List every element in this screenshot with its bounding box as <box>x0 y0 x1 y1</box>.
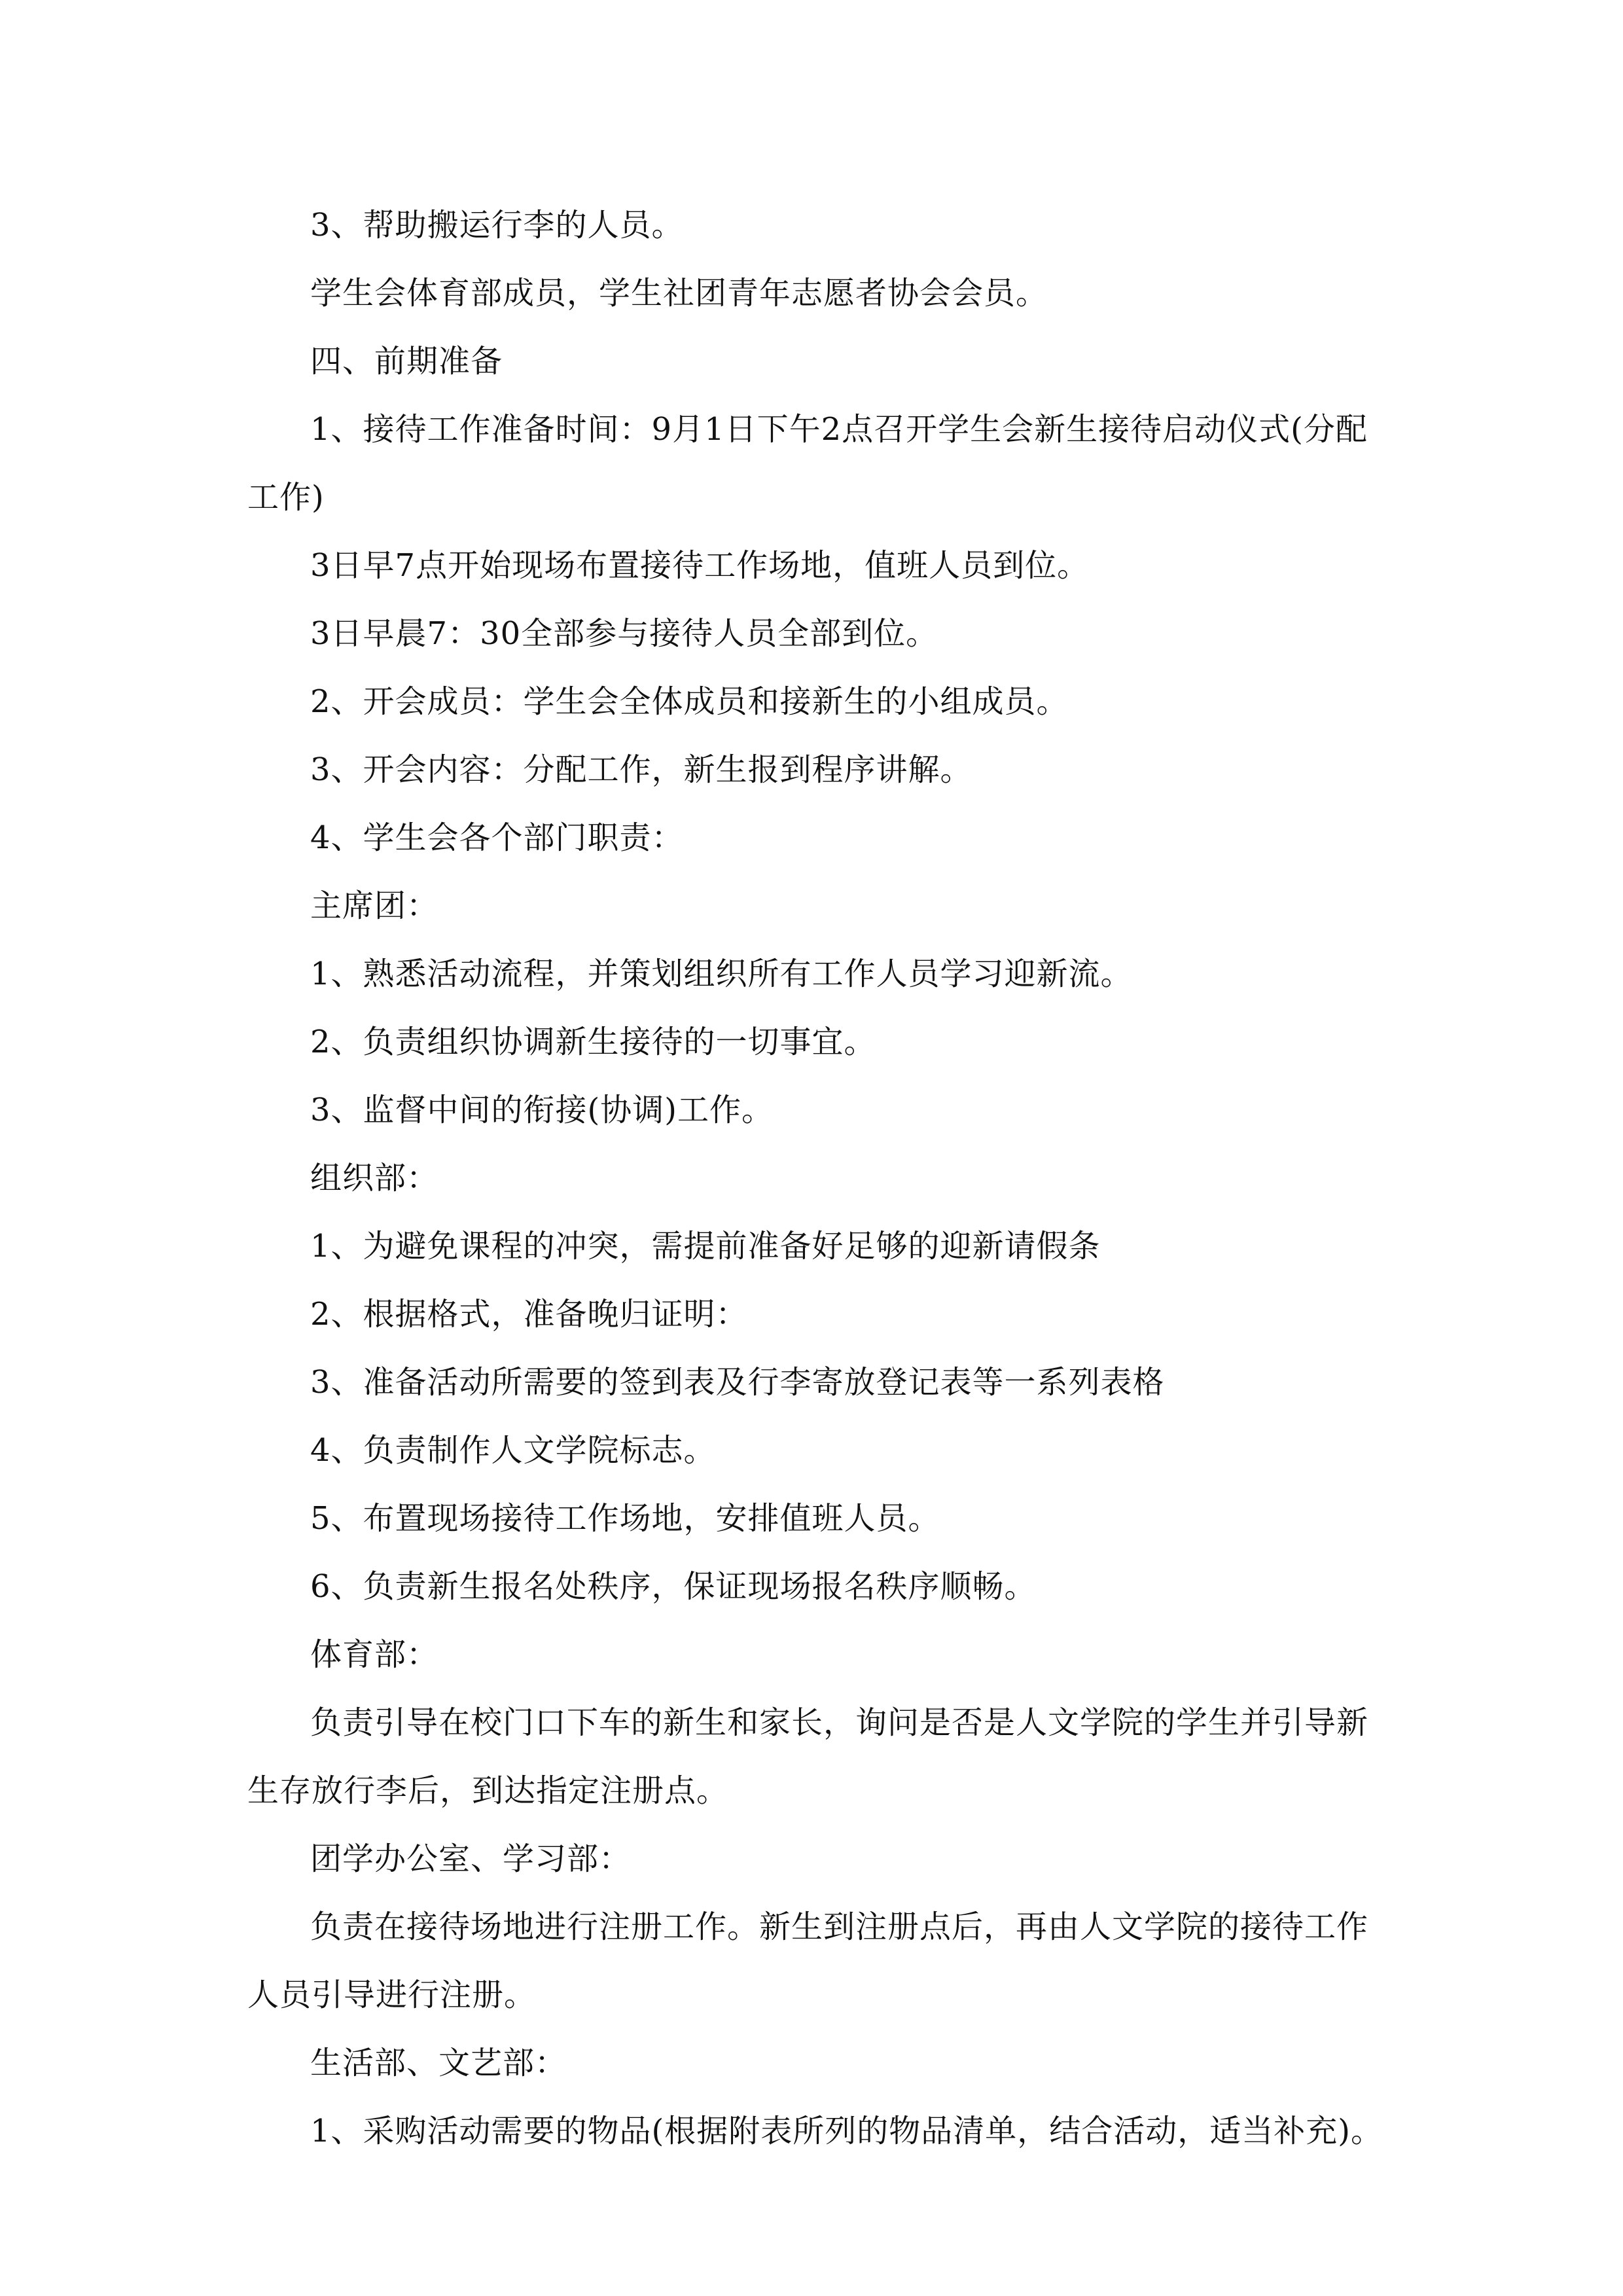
department-heading: 主席团： <box>310 888 439 924</box>
paragraph: 4、学生会各个部门职责： <box>310 819 684 856</box>
paragraph: 5、布置现场接待工作场地，安排值班人员。 <box>310 1500 940 1537</box>
paragraph: 2、根据格式，准备晚归证明： <box>310 1296 748 1333</box>
paragraph: 1、采购活动需要的物品(根据附表所列的物品清单，结合活动，适当补充)。 <box>310 2113 1383 2149</box>
document-body <box>247 191 1399 2165</box>
paragraph: 2、开会成员：学生会全体成员和接新生的小组成员。 <box>310 683 1069 720</box>
paragraph: 3日早晨7：30全部参与接待人员全部到位。 <box>310 615 938 652</box>
paragraph: 3、监督中间的衔接(协调)工作。 <box>310 1092 774 1128</box>
paragraph: 1、熟悉活动流程，并策划组织所有工作人员学习迎新流。 <box>310 956 1133 992</box>
department-heading: 团学办公室、学习部： <box>310 1840 632 1877</box>
section-heading: 四、前期准备 <box>310 343 503 380</box>
paragraph: 3、开会内容：分配工作，新生报到程序讲解。 <box>310 751 972 788</box>
paragraph: 4、负责制作人文学院标志。 <box>310 1432 716 1469</box>
department-heading: 组织部： <box>310 1160 439 1196</box>
paragraph: 负责在接待场地进行注册工作。新生到注册点后，再由人文学院的接待工作人员引导进行注册。 <box>247 1909 1369 2013</box>
paragraph: 学生会体育部成员，学生社团青年志愿者协会会员。 <box>310 275 1048 312</box>
department-heading: 体育部： <box>310 1636 439 1673</box>
paragraph: 负责引导在校门口下车的新生和家长，询问是否是人文学院的学生并引导新生存放行李后，到达指定注册点。 <box>247 1704 1369 1809</box>
department-heading: 生活部、文艺部： <box>310 2045 567 2081</box>
paragraph: 1、接待工作准备时间：9月1日下午2点召开学生会新生接待启动仪式(分配工作) <box>247 411 1368 516</box>
paragraph: 6、负责新生报名处秩序，保证现场报名秩序顺畅。 <box>310 1568 1037 1605</box>
paragraph: 3、准备活动所需要的签到表及行李寄放登记表等一系列表格 <box>310 1364 1165 1401</box>
paragraph: 3、帮助搬运行李的人员。 <box>310 207 684 243</box>
paragraph: 1、为避免课程的冲突，需提前准备好足够的迎新请假条 <box>310 1228 1101 1265</box>
paragraph: 2、负责组织协调新生接待的一切事宜。 <box>310 1024 876 1060</box>
paragraph: 3日早7点开始现场布置接待工作场地，值班人员到位。 <box>310 547 1090 584</box>
